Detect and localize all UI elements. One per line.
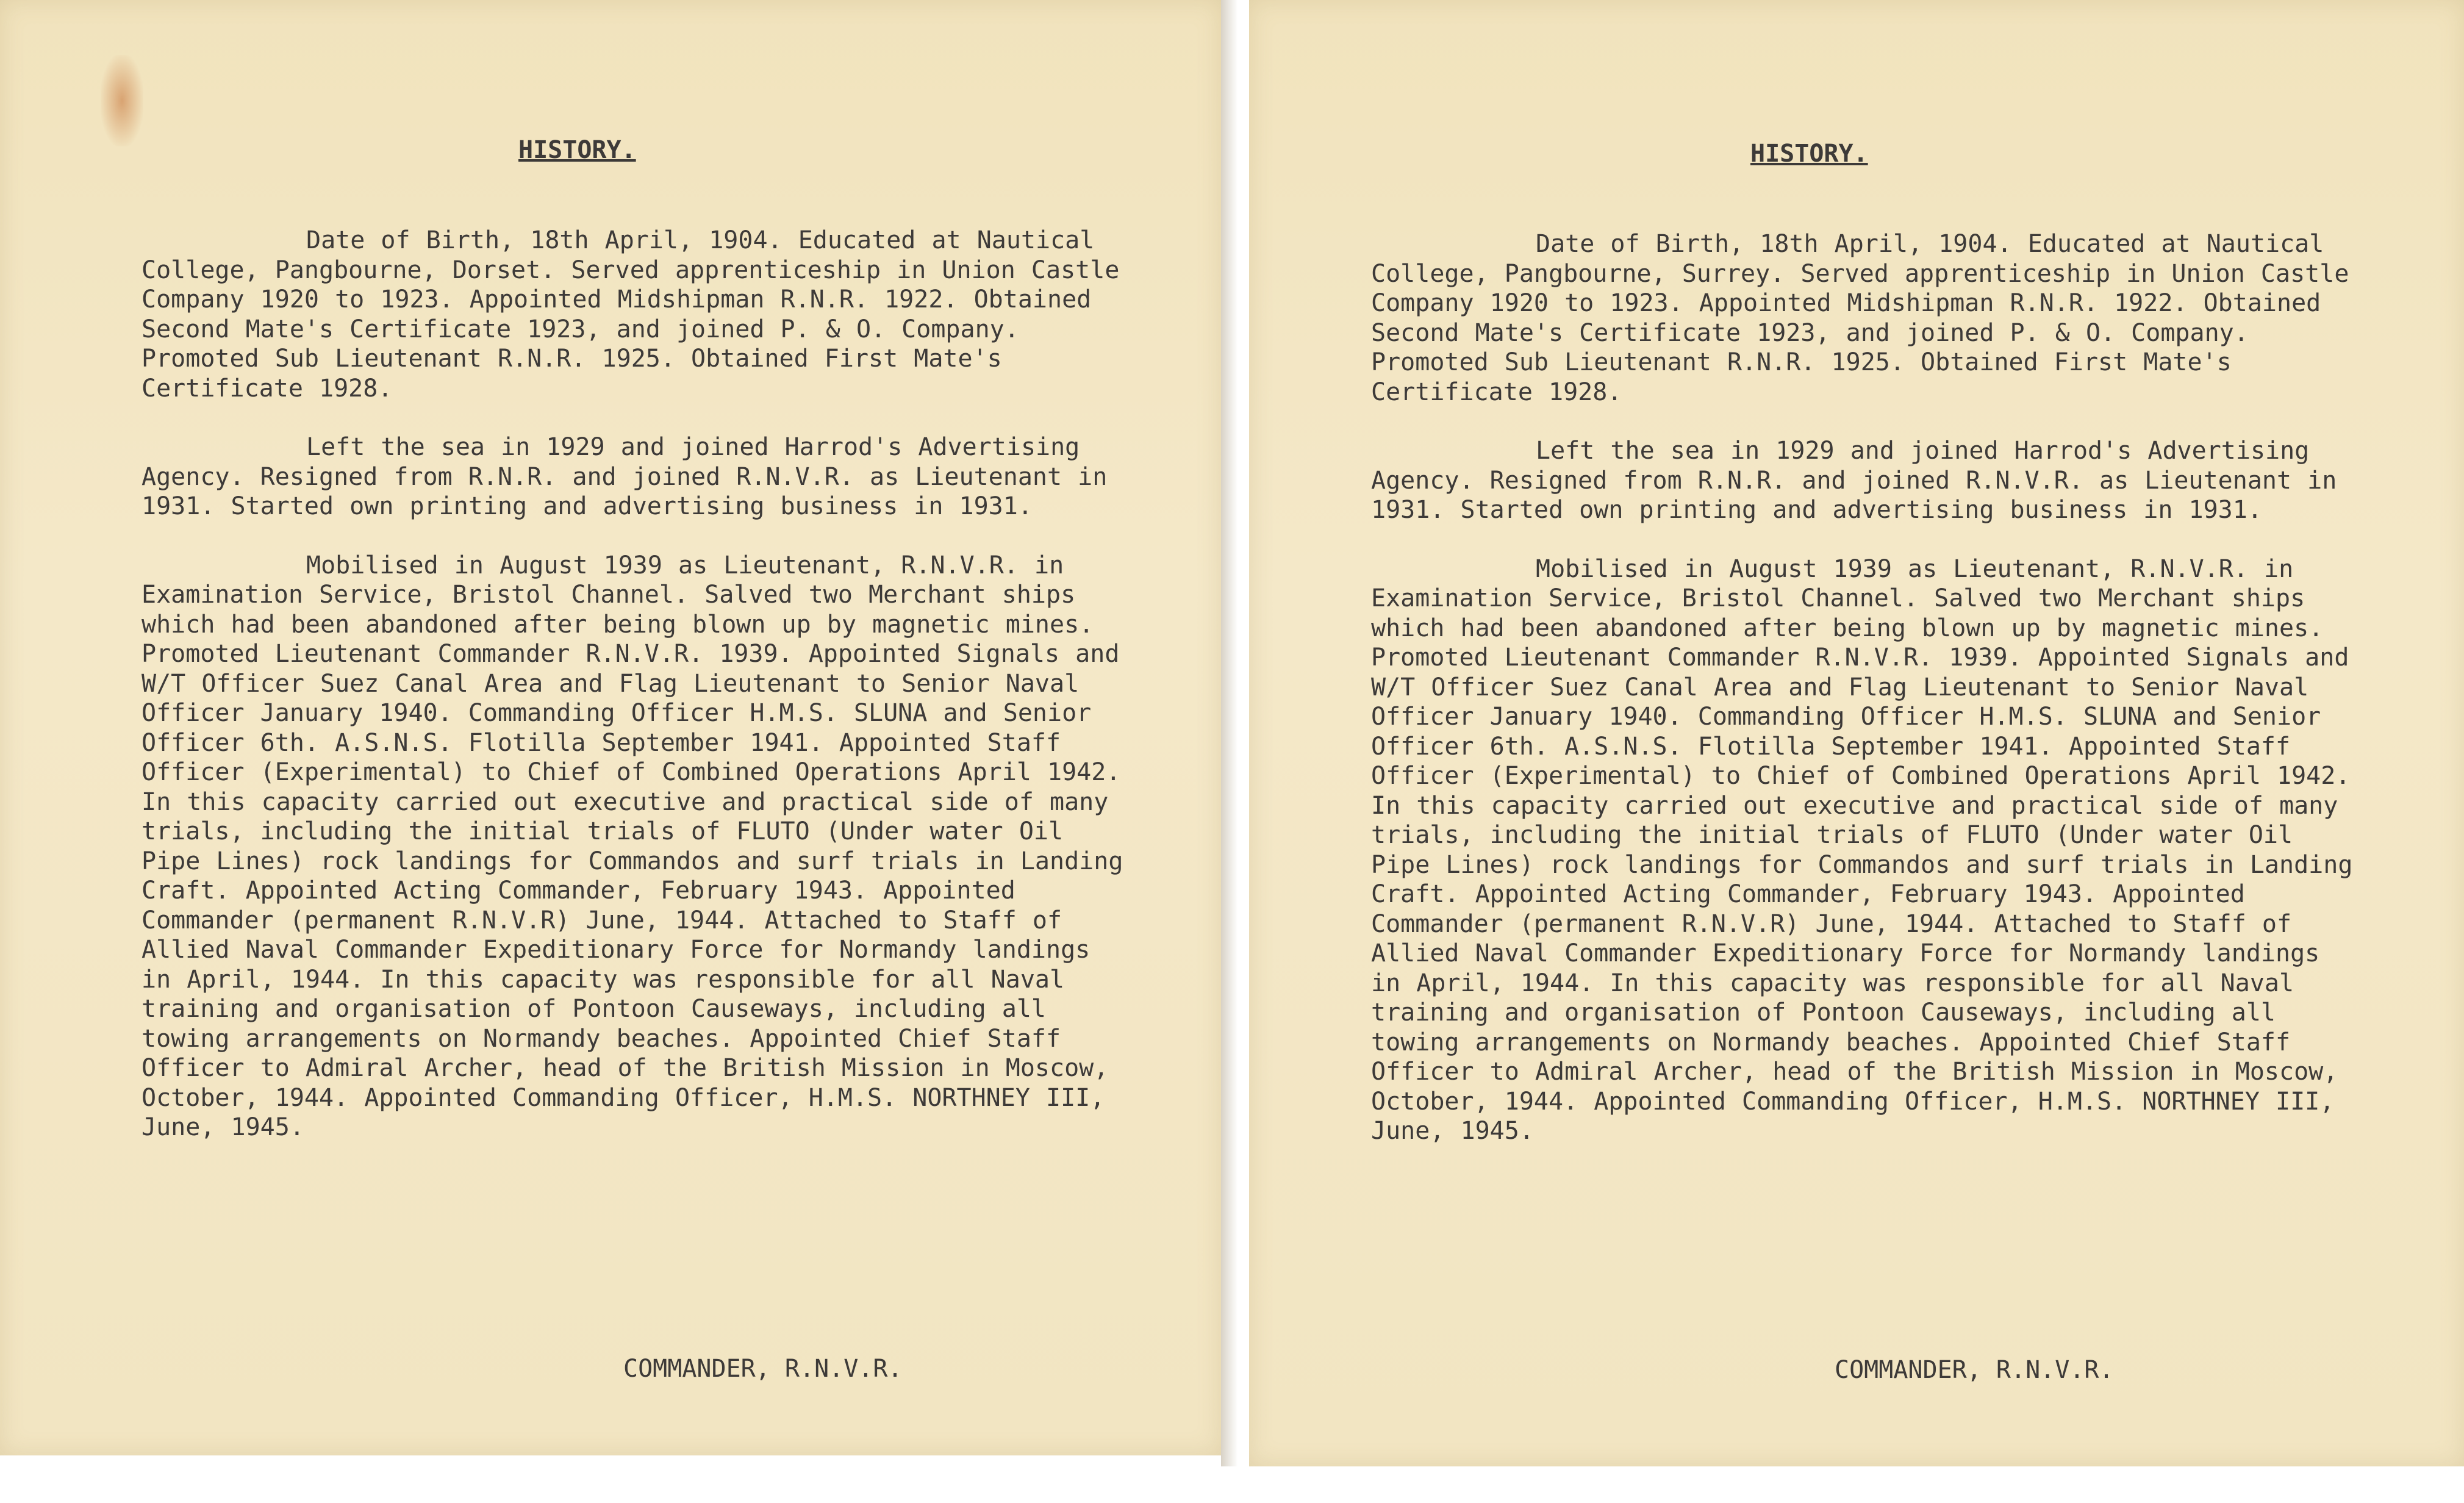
paragraph-war-service: Mobilised in August 1939 as Lieutenant, R.N.V.R. in Examination Service, Bristol Channel. Salved two Merchant ships which had been abandoned after being blown up by magnetic mines. Promoted Lieutenant Commander R.N.V.R. 1939. Appointed Signals and W/T Officer Suez Canal Area and Flag Lieutenant to Senior Naval Officer January 1940. Commanding Officer H.M.S. SLUNA and Senior Officer 6th. A.S.N.S. Flotilla September 1941. Appointed Staff Officer (Experimental) to Chief of Combined Operations April 1942. In this capacity carried out executive and practical side of many trials, including the initial trials of FLUTO (Under water Oil Pipe Lines) rock landings for Commandos and surf trials in Landing Craft. Appointed Acting Commander, February 1943. Appointed Commander (permanent R.N.V.R) June, 1944. Attached to Staff of Allied Naval Commander Expeditionary Force for Normandy landings in April, 1944. In this capacity was responsible for all Naval training and organisation of Pontoon Causeways, including all towing arrangements on Normandy beaches. Appointed Chief Staff Officer to Admiral Archer, head of the British Mission in Moscow, October, 1944. Appointed Commanding Officer, H.M.S. NORTHNEY III, June, 1945. (141, 551, 1123, 1141)
page-body (141, 226, 1130, 1172)
page-left (0, 0, 1221, 1455)
page-gap (1221, 0, 1249, 1466)
paragraph-war-service: Mobilised in August 1939 as Lieutenant, R.N.V.R. in Examination Service, Bristol Channel. Salved two Merchant ships which had been abandoned after being blown up by magnetic mines. Promoted Lieutenant Commander R.N.V.R. 1939. Appointed Signals and W/T Officer Suez Canal Area and Flag Lieutenant to Senior Naval Officer January 1940. Commanding Officer H.M.S. SLUNA and Senior Officer 6th. A.S.N.S. Flotilla September 1941. Appointed Staff Officer (Experimental) to Chief of Combined Operations April 1942. In this capacity carried out executive and practical side of many trials, including the initial trials of FLUTO (Under water Oil Pipe Lines) rock landings for Commandos and surf trials in Landing Craft. Appointed Acting Commander, February 1943. Appointed Commander (permanent R.N.V.R) June, 1944. Attached to Staff of Allied Naval Commander Expeditionary Force for Normandy landings in April, 1944. In this capacity was responsible for all Naval training and organisation of Pontoon Causeways, including all towing arrangements on Normandy beaches. Appointed Chief Staff Officer to Admiral Archer, head of the British Mission in Moscow, October, 1944. Appointed Commanding Officer, H.M.S. NORTHNEY III, June, 1945. (1371, 554, 2353, 1145)
page-heading: HISTORY. (518, 136, 636, 164)
rust-stain (101, 55, 143, 146)
page-right (1249, 0, 2464, 1466)
signature-line: COMMANDER, R.N.V.R. (1835, 1356, 2114, 1384)
paragraph-early-career: Date of Birth, 18th April, 1904. Educated at Nautical College, Pangbourne, Surrey. Served apprenticeship in Union Castle Company 1920 to 1923. Appointed Midshipman R.N.R. 1922. Obtained Second Mate's Certificate 1923, and joined P. & O. Company. Promoted Sub Lieutenant R.N.R. 1925. Obtained First Mate's Certificate 1928. (1371, 230, 2349, 406)
page-body (1371, 229, 2359, 1175)
paragraph-early-career: Date of Birth, 18th April, 1904. Educated at Nautical College, Pangbourne, Dorset. Served apprenticeship in Union Castle Company 1920 to 1923. Appointed Midshipman R.N.R. 1922. Obtained Second Mate's Certificate 1923, and joined P. & O. Company. Promoted Sub Lieutenant R.N.R. 1925. Obtained First Mate's Certificate 1928. (141, 226, 1120, 403)
signature-line: COMMANDER, R.N.V.R. (623, 1355, 903, 1383)
page-heading: HISTORY. (1750, 140, 1868, 168)
paragraph-advertising: Left the sea in 1929 and joined Harrod's Advertising Agency. Resigned from R.N.R. and joined R.N.V.R. as Lieutenant in 1931. Started own printing and advertising business in 1931. (141, 433, 1108, 520)
paragraph-advertising: Left the sea in 1929 and joined Harrod's Advertising Agency. Resigned from R.N.R. and joined R.N.V.R. as Lieutenant in 1931. Started own printing and advertising business in 1931. (1371, 437, 2337, 524)
